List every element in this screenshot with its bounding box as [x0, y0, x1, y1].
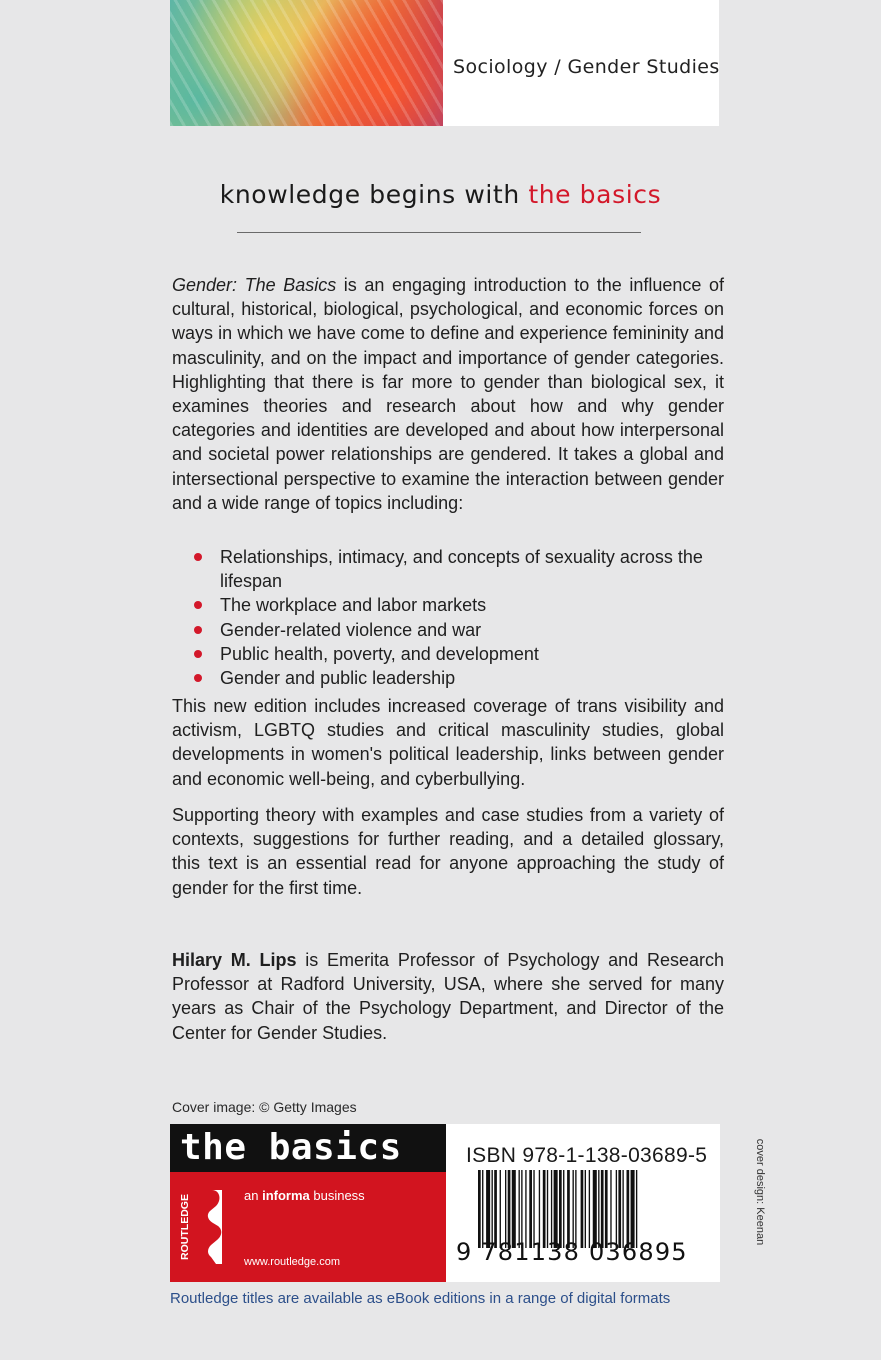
barcode-bar: [575, 1170, 576, 1248]
intro-paragraph: [172, 273, 724, 515]
tagline-highlight: the basics: [528, 180, 662, 209]
barcode-bar: [563, 1170, 564, 1248]
author-bio-text: is Emerita Professor of Psychology and Research Professor at Radford University, USA, where she served for many years as Chair of the Psychology Department, and Director of the Center for Gender Studies.: [172, 950, 724, 1043]
cover-art-image: [170, 0, 443, 126]
routledge-logo-icon: [178, 1182, 238, 1272]
cover-image-credit: Cover image: © Getty Images: [172, 1099, 357, 1115]
barcode-bar: [622, 1170, 623, 1248]
barcode-icon: [478, 1170, 690, 1248]
barcode-bar: [581, 1170, 584, 1248]
informa-prefix: an: [244, 1188, 263, 1203]
topic-text: Gender-related violence and war: [220, 619, 482, 640]
author-name: Hilary M. Lips: [172, 950, 297, 970]
publisher-url: www.routledge.com: [244, 1256, 340, 1268]
subject-label: Sociology / Gender Studies: [453, 56, 720, 78]
barcode-bar: [627, 1170, 630, 1248]
barcode-bar: [589, 1170, 590, 1248]
barcode-bar: [482, 1170, 483, 1248]
ebook-note: Routledge titles are available as eBook editions in a range of digital formats: [170, 1290, 671, 1307]
intro-text: is an engaging introduction to the influence of cultural, historical, biological, psychological, and economic forces on ways in which we have come to define and experience femininity and masculinity, and on the impact and importance of gender categories. Highlighting that there is far more to gender than biological sex, it examines theories and research about how and why gender categories and identities are developed and about how interpersonal and societal power relationships are gendered. It takes a global and intersectional perspective to examine the interaction between gender and a wide range of topics including:: [172, 275, 725, 513]
topic-text: Public health, poverty, and development: [220, 643, 539, 664]
author-bio: [172, 948, 724, 1045]
cover-design-credit: cover design: Keenan: [754, 1138, 766, 1246]
barcode-bar: [508, 1170, 511, 1248]
list-item: [192, 593, 732, 617]
barcode-bar: [636, 1170, 637, 1248]
barcode-bar: [492, 1170, 493, 1248]
barcode-bar: [543, 1170, 546, 1248]
barcode-bar: [500, 1170, 501, 1248]
barcode-bar: [539, 1170, 540, 1248]
list-item: [192, 618, 732, 642]
barcode-bar: [533, 1170, 534, 1248]
bullet-icon: [194, 650, 202, 658]
barcode-bar: [585, 1170, 586, 1248]
barcode-bar: [551, 1170, 552, 1248]
isbn-label: ISBN 978-1-138-03689-5: [466, 1144, 708, 1167]
informa-suffix: business: [309, 1188, 365, 1203]
barcode-bar: [573, 1170, 574, 1248]
topic-text: Gender and public leadership: [220, 668, 456, 689]
barcode-bar: [554, 1170, 558, 1248]
list-item: [192, 545, 732, 593]
barcode-digits: 9 781138 036895: [456, 1238, 688, 1266]
list-item: [192, 642, 732, 666]
bullet-icon: [194, 626, 202, 634]
tagline: [0, 180, 881, 209]
topics-list: [192, 545, 732, 690]
barcode-bar: [519, 1170, 520, 1248]
informa-bold: informa: [262, 1188, 310, 1203]
informa-line: [244, 1188, 365, 1203]
barcode-bar: [567, 1170, 570, 1248]
barcode-bar: [601, 1170, 604, 1248]
barcode-bar: [598, 1170, 599, 1248]
barcode-bar: [616, 1170, 617, 1248]
barcode-bar: [529, 1170, 532, 1248]
bullet-icon: [194, 674, 202, 682]
tagline-divider: [237, 232, 641, 233]
book-title: Gender: The Basics: [172, 275, 337, 295]
barcode-bar: [486, 1170, 490, 1248]
logo-wordmark: ROUTLEDGE: [179, 1194, 191, 1260]
tagline-prefix: knowledge begins with: [219, 180, 520, 209]
barcode-bar: [559, 1170, 562, 1248]
bullet-icon: [194, 601, 202, 609]
barcode-bar: [610, 1170, 611, 1248]
barcode-bar: [494, 1170, 497, 1248]
barcode-bar: [505, 1170, 506, 1248]
barcode-bar: [605, 1170, 608, 1248]
barcode-bar: [547, 1170, 548, 1248]
list-item: [192, 666, 732, 690]
topic-text: The workplace and labor markets: [220, 595, 487, 616]
barcode-bar: [512, 1170, 516, 1248]
barcode-bar: [593, 1170, 597, 1248]
barcode-bar: [631, 1170, 635, 1248]
bullet-icon: [194, 553, 202, 561]
support-paragraph: Supporting theory with examples and case studies from a variety of contexts, suggestions for further reading, and a detailed glossary, this text is an essential read for anyone approaching the study of gender for the first time.: [172, 805, 724, 898]
barcode-bar: [525, 1170, 526, 1248]
barcode-bar: [618, 1170, 621, 1248]
series-name: the basics: [180, 1127, 402, 1168]
barcode-bar: [478, 1170, 481, 1248]
topic-text: Relationships, intimacy, and concepts of sexuality across the lifespan: [220, 547, 703, 592]
edition-paragraph: This new edition includes increased coverage of trans visibility and activism, LGBTQ studies and critical masculinity studies, global developments in women's political leadership, links between gender and economic well-being, and cyberbullying.: [172, 696, 724, 789]
barcode-bar: [521, 1170, 522, 1248]
